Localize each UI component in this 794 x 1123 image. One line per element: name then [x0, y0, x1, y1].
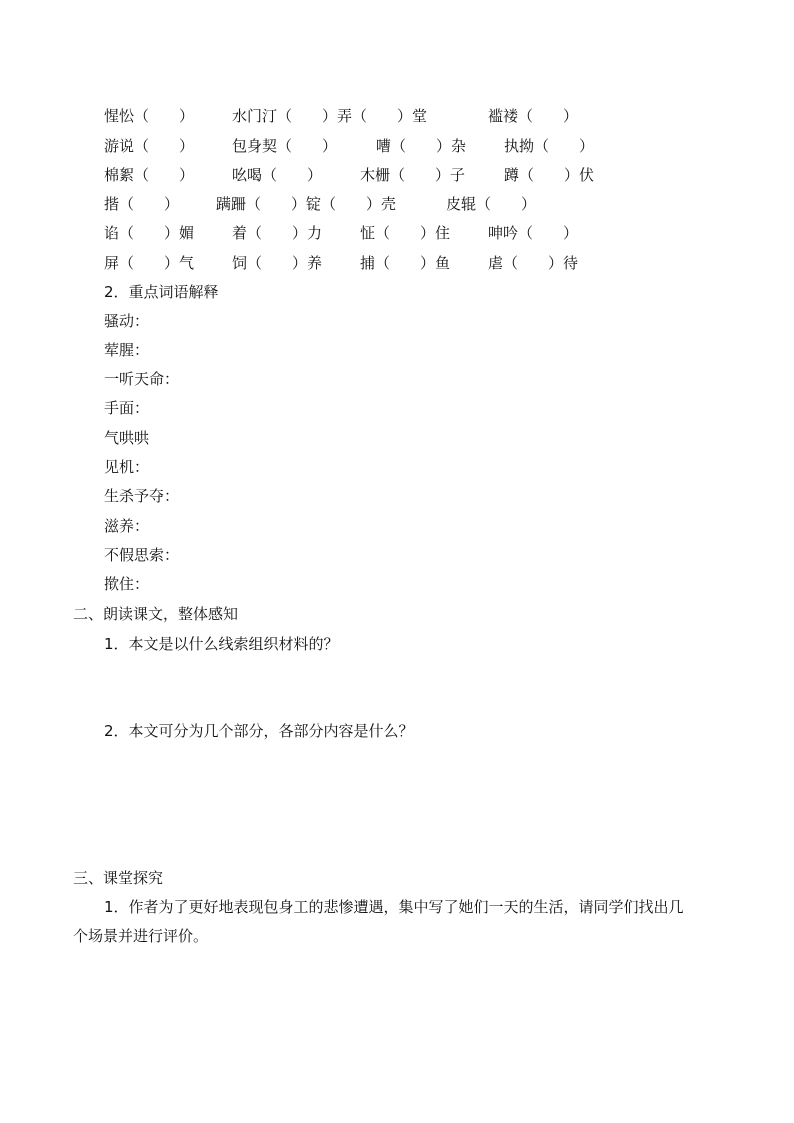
pinyin-item: 怔（ ）住 — [360, 224, 451, 242]
pinyin-item: 屏（ ）气 — [104, 254, 195, 272]
vocab-item: 不假思索： — [104, 546, 180, 564]
pinyin-item: 嘈（ ）杂 — [376, 137, 467, 155]
question: 1．作者为了更好地表现包身工的悲惨遭遇，集中写了她们一天的生活，请同学们找出几 — [104, 898, 684, 916]
pinyin-row-6 — [0, 252, 794, 272]
pinyin-item: 执拗（ ） — [504, 137, 595, 155]
pinyin-item: 棉絮（ ） — [104, 166, 195, 184]
vocab-item: 手面： — [104, 399, 150, 417]
vocab-item: 骚动： — [104, 312, 150, 330]
vocab-item: 滋养： — [104, 517, 150, 535]
pinyin-item: 水门汀（ ）弄（ ）堂 — [232, 107, 428, 125]
vocab-item: 一听天命： — [104, 370, 180, 388]
vocab-item: 生杀予夺： — [104, 487, 180, 505]
pinyin-row-3 — [0, 164, 794, 184]
section-heading: 二、朗读课文，整体感知 — [73, 605, 239, 623]
pinyin-row-1 — [0, 105, 794, 125]
vocab-item: 揿住： — [104, 575, 150, 593]
question-continuation: 个场景并进行评价。 — [73, 927, 209, 945]
pinyin-item: 呻吟（ ） — [488, 224, 579, 242]
vocab-item: 见机： — [104, 458, 150, 476]
pinyin-item: 饲（ ）养 — [232, 254, 323, 272]
pinyin-item: 惺忪（ ） — [104, 107, 195, 125]
pinyin-row-4 — [0, 193, 794, 213]
pinyin-item: 蹲（ ）伏 — [504, 166, 595, 184]
pinyin-item: 皮辊（ ） — [446, 195, 537, 213]
pinyin-item: 游说（ ） — [104, 137, 195, 155]
vocab-item: 荤腥： — [104, 341, 150, 359]
section-heading: 三、课堂探究 — [73, 869, 164, 887]
pinyin-item: 包身契（ ） — [232, 137, 338, 155]
pinyin-item: 揩（ ） — [104, 195, 180, 213]
pinyin-item: 着（ ）力 — [232, 224, 323, 242]
vocab-heading: 2．重点词语解释 — [104, 283, 219, 301]
pinyin-item: 捕（ ）鱼 — [360, 254, 451, 272]
vocab-item: 气哄哄 — [104, 429, 150, 447]
question: 2．本文可分为几个部分，各部分内容是什么？ — [104, 722, 414, 740]
pinyin-item: 木栅（ ）子 — [360, 166, 466, 184]
pinyin-item: 褴褛（ ） — [488, 107, 579, 125]
pinyin-row-5 — [0, 222, 794, 242]
pinyin-item: 吆喝（ ） — [232, 166, 323, 184]
pinyin-item: 谄（ ）媚 — [104, 224, 195, 242]
question: 1．本文是以什么线索组织材料的？ — [104, 635, 339, 653]
pinyin-item: 虐（ ）待 — [488, 254, 579, 272]
pinyin-row-2 — [0, 135, 794, 155]
pinyin-item: 蹒跚（ ）锭（ ）壳 — [216, 195, 397, 213]
